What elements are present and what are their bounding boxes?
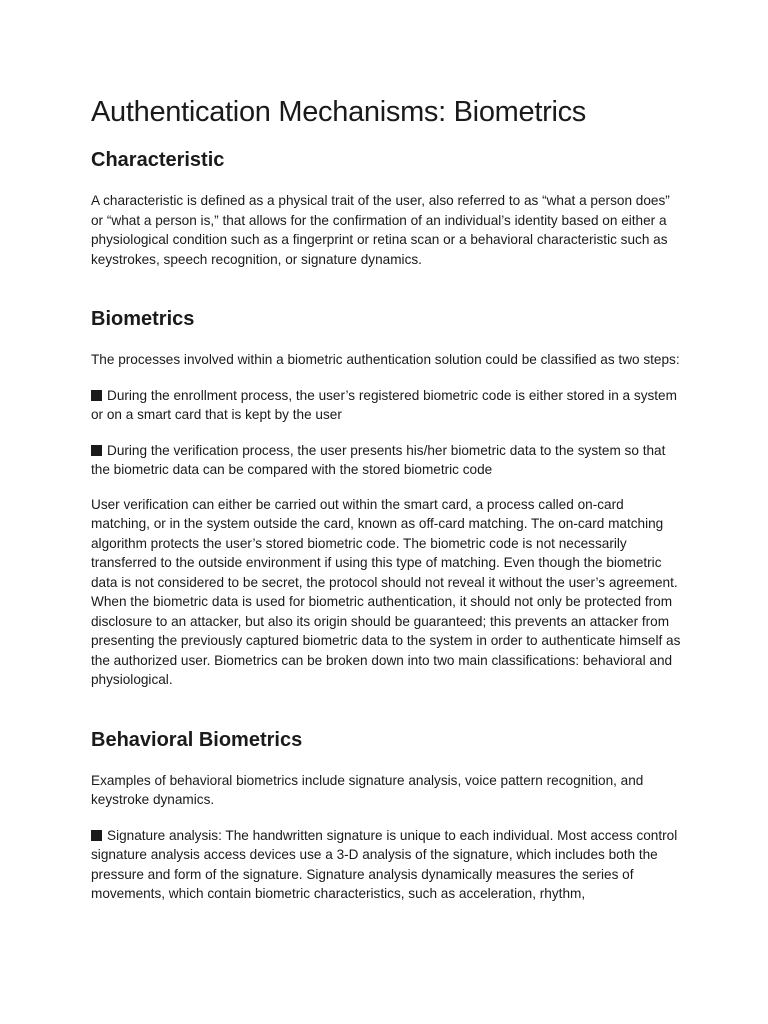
bullet-item-verification (91, 441, 683, 480)
square-bullet-icon (91, 445, 102, 456)
bullet-item-signature-analysis (91, 826, 683, 904)
section-heading-characteristic: Characteristic (91, 149, 225, 171)
behavioral-examples-paragraph: Examples of behavioral biometrics include signature analysis, voice pattern recognition, and keystroke dynamics. (91, 772, 644, 807)
section-heading-behavioral-biometrics: Behavioral Biometrics (91, 728, 303, 751)
section-heading-biometrics: Biometrics (91, 308, 195, 330)
document-page (91, 92, 683, 904)
bullet-text-enrollment: During the enrollment process, the user’s registered biometric code is either stored in a system or on a smart card that is kept by the user (91, 387, 677, 422)
page-title: Authentication Mechanisms: Biometrics (91, 96, 586, 128)
user-verification-paragraph: User verification can either be carried out within the smart card, a process called on-card matching, or in the system outside the card, known as off-card matching. The on-card matching algorithm protects the user’s stored biometric code. The biometric code is not necessarily transferred to the outside environment if using this type of matching. Even though the biometric data is not considered to be secret, the protocol should not reveal it without the user’s agreement. When the biometric data is used for biometric authentication, it should not only be protected from disclosure to an attacker, but also its origin should be guaranteed; this prevents an attacker from presenting the previously captured biometric data to the system in order to authenticate himself as the authorized user. Biometrics can be broken down into two main classifications: behavioral and physiological. (91, 496, 681, 687)
characteristic-paragraph: A characteristic is defined as a physical trait of the user, also referred to as “what a person does” or “what a person is,” that allows for the confirmation of an individual’s identity based on either a physiological condition such as a fingerprint or retina scan or a behavioral characteristic such as keystrokes, speech recognition, or signature dynamics. (91, 193, 670, 267)
bullet-item-enrollment (91, 386, 683, 425)
biometrics-intro-paragraph: The processes involved within a biometric authentication solution could be classified as two steps: (91, 352, 680, 367)
bullet-text-verification: During the verification process, the user presents his/her biometric data to the system so that the biometric data can be compared with the stored biometric code (91, 442, 666, 477)
square-bullet-icon (91, 390, 102, 401)
bullet-text-signature-analysis: Signature analysis: The handwritten signature is unique to each individual. Most access control signature analysis access devices use a 3-D analysis of the signature, which includes both the pressure and form of the signature. Signature analysis dynamically measures the series of movements, which contain biometric characteristics, such as acceleration, rhythm, (91, 827, 678, 901)
square-bullet-icon (91, 830, 102, 841)
